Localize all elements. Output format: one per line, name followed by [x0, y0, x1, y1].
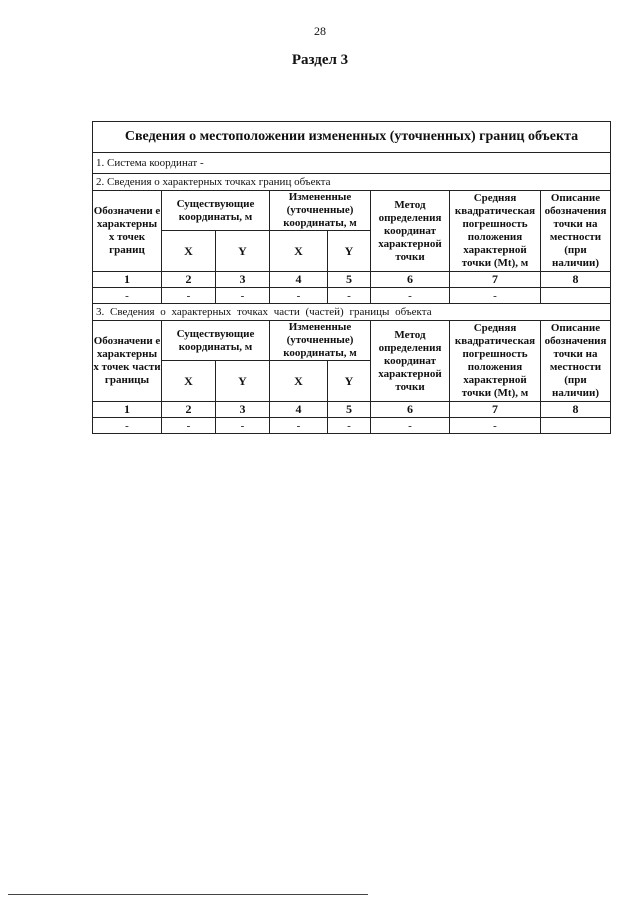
block1-col-error: Средняя квадратическая погрешность положения характерной точки (Mt), м — [450, 191, 541, 272]
block2-data-cell: - — [162, 418, 216, 434]
block2-num-cell: 7 — [450, 402, 541, 418]
block2-col-changed: Измененные (уточненные) координаты, м — [270, 321, 371, 361]
block1-num-cell: 6 — [371, 272, 450, 288]
block2-col-error: Средняя квадратическая погрешность положения характерной точки (Mt), м — [450, 321, 541, 402]
block1-data-cell: - — [162, 288, 216, 304]
block2-data-cell: - — [328, 418, 371, 434]
block1-col-changed: Измененные (уточненные) координаты, м — [270, 191, 371, 231]
block1-x-changed: X — [270, 231, 328, 272]
block1-num-cell: 7 — [450, 272, 541, 288]
block2-col-method: Метод определения координат характерной точки — [371, 321, 450, 402]
block2-data-cell: - — [216, 418, 270, 434]
block1-heading: 2. Сведения о характерных точках границ объекта — [93, 174, 611, 191]
table-row — [93, 418, 611, 434]
block2-num-cell: 2 — [162, 402, 216, 418]
block2-y-existing: Y — [216, 361, 270, 402]
block2-y-changed: Y — [328, 361, 371, 402]
block1-num-cell: 3 — [216, 272, 270, 288]
block1-num-cell: 1 — [93, 272, 162, 288]
block1-col-point: Обозначени е характерны х точек границ — [93, 191, 162, 272]
block1-y-changed: Y — [328, 231, 371, 272]
table-title: Сведения о местоположении измененных (уточненных) границ объекта — [93, 122, 611, 153]
block2-num-cell: 1 — [93, 402, 162, 418]
page-number: 28 — [314, 24, 326, 38]
block2-col-point: Обозначени е характерны х точек части границы — [93, 321, 162, 402]
block1-data-cell: - — [450, 288, 541, 304]
block1-num-cell: 4 — [270, 272, 328, 288]
block1-data-cell — [541, 288, 611, 304]
coord-system-row: 1. Система координат - — [93, 153, 611, 174]
block2-x-changed: X — [270, 361, 328, 402]
block1-data-cell: - — [93, 288, 162, 304]
block1-num-cell: 5 — [328, 272, 371, 288]
table-row — [93, 288, 611, 304]
block1-data-cell: - — [371, 288, 450, 304]
block2-data-cell: - — [450, 418, 541, 434]
block1-num-cell: 2 — [162, 272, 216, 288]
block1-col-desc: Описание обозначения точки на местности (при наличии) — [541, 191, 611, 272]
block1-data-cell: - — [216, 288, 270, 304]
block2-data-cell — [541, 418, 611, 434]
block2-num-cell: 5 — [328, 402, 371, 418]
block1-x-existing: X — [162, 231, 216, 272]
block1-y-existing: Y — [216, 231, 270, 272]
block1-col-method: Метод определения координат характерной точки — [371, 191, 450, 272]
block2-data-cell: - — [371, 418, 450, 434]
block1-num-cell: 8 — [541, 272, 611, 288]
boundary-table — [92, 121, 611, 434]
block2-num-cell: 3 — [216, 402, 270, 418]
block2-heading: 3. Сведения о характерных точках части (частей) границы объекта — [93, 304, 611, 321]
block1-data-cell: - — [328, 288, 371, 304]
block2-x-existing: X — [162, 361, 216, 402]
block2-col-desc: Описание обозначения точки на местности (при наличии) — [541, 321, 611, 402]
block2-num-cell: 8 — [541, 402, 611, 418]
block2-num-cell: 6 — [371, 402, 450, 418]
block2-data-cell: - — [93, 418, 162, 434]
block1-col-existing: Существующие координаты, м — [162, 191, 270, 231]
block2-num-cell: 4 — [270, 402, 328, 418]
block2-data-cell: - — [270, 418, 328, 434]
footer-divider — [8, 894, 368, 895]
section-title: Раздел 3 — [291, 52, 349, 68]
block2-col-existing: Существующие координаты, м — [162, 321, 270, 361]
block1-data-cell: - — [270, 288, 328, 304]
